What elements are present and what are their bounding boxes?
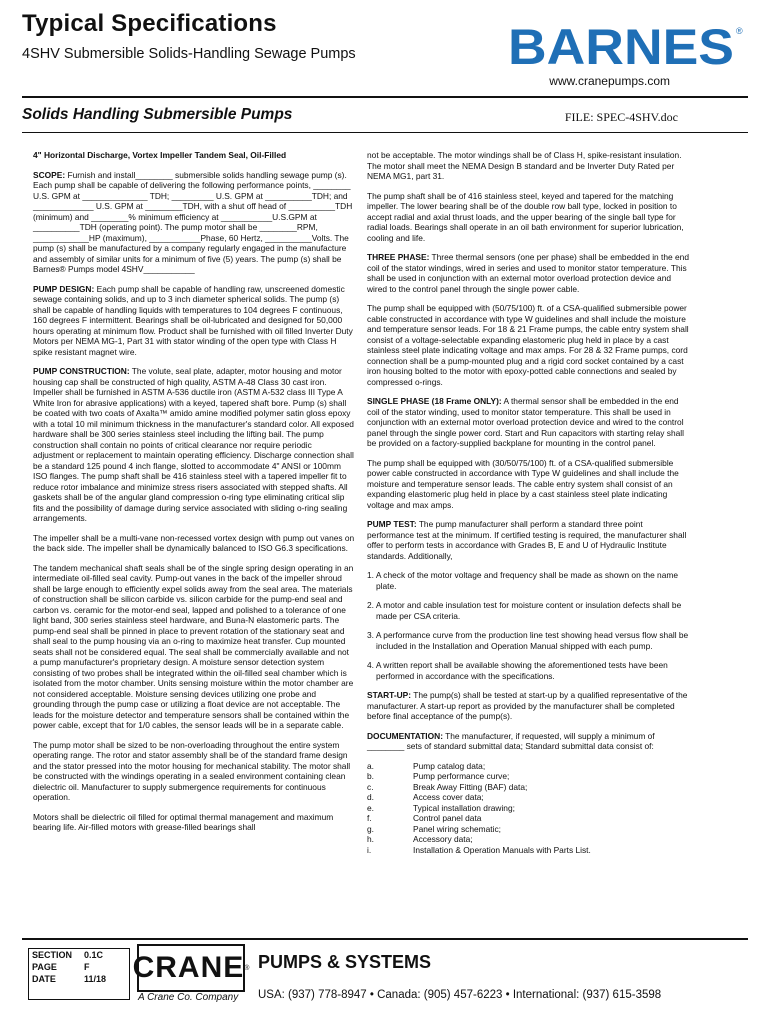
barnes-logo bbox=[508, 20, 748, 70]
design-label: PUMP DESIGN: bbox=[33, 283, 95, 294]
construction-label: PUMP CONSTRUCTION: bbox=[33, 366, 130, 376]
section-rule bbox=[22, 132, 748, 133]
crane-logo-text: CRANE bbox=[132, 951, 245, 984]
left-column bbox=[33, 150, 355, 842]
documentation-paragraph: DOCUMENTATION: The manufacturer, if requested, will supply a minimum of ________ sets of standard submittal data; Standard submittal data consist of: bbox=[367, 730, 655, 751]
list-item: f. Control panel data bbox=[367, 813, 482, 823]
construction-paragraph: PUMP CONSTRUCTION: The volute, seal plate, adapter, motor housing and motor housing cap shall be constructed of high quality, ASTM A-48 Class 30 cast iron. Impeller shall be furnished in ASTM A-536 ductile iron (ASTM A-532 class III Type A White Iron for abrasive applications) with a keyed, tapered shaft bore. Pump (s) shall be coated with two coats of Axalta™ amido amine modified polymer satin gloss epoxy with a total 10 mil minimum thickness in the manufacturer's standard color. All exposed hardware shall be 300 series stainless steel including the lifting bail. The pump construction shall contain no points of critical clearance nor require periodic adjustment or replacement to maintain operating efficiency. Discharge connection shall be a standard 125 pound 4 inch flange, slotted to accommodate 4" ANSI or 100mm ISO flanges. The pump shaft shall be 416 stainless steel with a tapered impeller fit to reduce rotor imbalance and minimize stress risers associated with stepped shafts. All gaskets shall be of the angular gland compression o-ring type eliminating critical slip fits and the possibility of damage during service associated with sliding o-ring sealing arrangements. bbox=[33, 366, 354, 523]
header-rule bbox=[22, 96, 748, 98]
page-subtitle: 4SHV Submersible Solids-Handling Sewage Pumps bbox=[22, 46, 356, 62]
shaft-paragraph: The pump shaft shall be of 416 stainless steel, keyed and tapered for the matching impeller. The lower bearing shall be of the double row ball type, locked in position to accept radial and axial thrust loads, and the upper bearing of the single ball type for radial loads. Bearings shall operate in an oil bath environment for superior lubrication, cooling and life. bbox=[367, 190, 684, 243]
list-item: 4. A written report shall be available showing the aforementioned tests have been performed in accordance with the specifications. bbox=[367, 660, 668, 681]
barnes-logo-mark: ® bbox=[736, 26, 743, 36]
file-name: FILE: SPEC-4SHV.doc bbox=[564, 110, 678, 124]
footer-rule bbox=[22, 938, 748, 940]
barnes-logo-text: BARNES bbox=[508, 20, 734, 70]
list-item: 1. A check of the motor voltage and frequency shall be made as shown on the name plate. bbox=[367, 570, 678, 591]
scope-label: SCOPE: bbox=[33, 169, 66, 180]
list-item: b. Pump performance curve; bbox=[367, 771, 510, 781]
pumps-systems-title: PUMPS & SYSTEMS bbox=[258, 952, 432, 972]
seal-paragraph: The tandem mechanical shaft seals shall be of the single spring design operating in an intermediate oil-filled seal cavity. Pump-out vanes in the back of the impeller shroud shall be large enough to efficiently expel solids away from the seal area. The materials of construction shall be silicon carbide vs. silicon carbide for the pump-end seal and carbon vs. ceramic for the motor-end seal, lapped and polished to a tolerance of one light band, 300 series stainless steel hardware, and Buna-N elastomeric parts. The pump-end seal shall be pinned in place to prevent rotation of the stationary seat and shall seal to the pump housing via an o-ring to maximize heat transfer. Cup mounted seats shall not be considered equal. The seal shall be commercially available and not a pump manufacturer's proprietary design. A moisture sensor detection system consisting of two probes shall be integrated within the oil-filled seal chamber which is isolated from the motor chamber. Units sensing moisture within the motor chamber are not considered acceptable. Moisture sensing devices utilizing one probe and grounding through the pump case or utilizing a float device are not acceptable. The leads for the moisture detector and temperature sensors shall be contained within the power cable, except that for 1/0 cables, the sensor leads will be in a separate cable. bbox=[33, 562, 354, 730]
list-item: g. Panel wiring schematic; bbox=[367, 823, 501, 834]
cable-three-phase-paragraph: The pump shall be equipped with (50/75/100) ft. of a CSA-qualified submersible power cable constructed in accordance with type W guidelines and shall include the moisture and temperature sensor leads. For 18 & 21 Frame pumps, the cable entry system shall consist of a voltage-selectable expanding elastomeric plug held in place by a cast stainless steel plate indicating voltage and max amps. For 28 & 32 Frame pumps, cord connection shall be a pump-mounted plug and a rigid cord socket contained by a cast iron housing bolted to the motor with epoxy-potted cable connections and sealed by compressed o-rings. bbox=[367, 303, 689, 387]
website-url[interactable]: www.cranepumps.com bbox=[549, 74, 670, 88]
three-phase-paragraph: THREE PHASE: Three thermal sensors (one per phase) shall be embedded in the end coil of the stator windings, wired in series and used to monitor stator temperature. This shall be used in conjunction with an external motor overload protection device and wired to the control panel through the single power cable. bbox=[367, 252, 689, 294]
documentation-label: DOCUMENTATION: bbox=[367, 730, 443, 741]
section-row: SECTION 0.1C bbox=[32, 950, 104, 960]
continued-paragraph: not be acceptable. The motor windings shall be of Class H, spike-resistant insulation. The motor shall meet the NEMA Design B standard and be Inverter Duty Rated per NEMA MG1, part 31. bbox=[367, 150, 682, 181]
startup-paragraph: START-UP: The pump(s) shall be tested at start-up by a qualified representative of the manufacturer. A start-up report as provided by the manufacturer shall be completed before final acceptance of the pump(s). bbox=[367, 690, 688, 721]
section-info-box bbox=[28, 948, 130, 1000]
crane-logo bbox=[132, 944, 250, 992]
oil-paragraph: Motors shall be dielectric oil filled for optimal thermal management and maximum bearing life. Air-filled motors with grease-filled bearings shall bbox=[33, 811, 334, 832]
scope-paragraph: SCOPE: Furnish and install________ submersible solids handling sewage pump (s). Each pump shall be capable of delivering the following performance points, ________ U.S. GPM at ______________ TDH; _________ U.S. GPM at __________TDH; and _____________ U.S. GPM at ________TDH, with a shut off head of __________TDH (minimum) and ________% minimum efficiency at ___________U.S.GPM at __________TDH (operating point). The pump motor shall be ________RPM, ____________HP (maximum), ___________Phase, 60 Hertz, __________Volts. The pump (s) shall be manufactured by a company regularly engaged in the manufacture and assembly of similar units for a minimum of five (5) years. The pump (s) shall be Barnes® Pumps model 4SHV___________ bbox=[33, 169, 353, 274]
page-row: PAGE F bbox=[32, 962, 90, 972]
crane-tagline: A Crane Co. Company bbox=[138, 992, 239, 1003]
single-phase-label: SINGLE PHASE (18 Frame ONLY): bbox=[367, 396, 502, 406]
page-title: Typical Specifications bbox=[22, 10, 277, 37]
list-item: d. Access cover data; bbox=[367, 792, 484, 802]
list-item: a. Pump catalog data; bbox=[367, 760, 486, 771]
intro-heading: 4" Horizontal Discharge, Vortex Impeller Tandem Seal, Oil-Filled bbox=[33, 150, 287, 160]
right-column bbox=[367, 150, 689, 864]
design-paragraph: PUMP DESIGN: Each pump shall be capable of handling raw, unscreened domestic sewage containing solids, and up to 3 inch diameter spherical solids. The pump (s) shall be capable of handling liquids with temperatures to 104 degrees F continuous, 160 degrees F intermittent. Bearings shall be oil-lubricated and designed for 50,000 hours operating at minimum flow. Product shall be furnished with oil filled Inverter Duty Motors per NEMA MG-1, Part 31 with stator winding of the open type with Class H spike resistant magnet wire. bbox=[33, 283, 353, 357]
list-item: h. Accessory data; bbox=[367, 834, 473, 844]
date-row: DATE 11/18 bbox=[32, 974, 107, 984]
list-item: 2. A motor and cable insulation test for moisture content or insulation defects shall be made per CSA criteria. bbox=[367, 600, 682, 621]
list-item: e. Typical installation drawing; bbox=[367, 802, 515, 813]
pump-test-label: PUMP TEST: bbox=[367, 519, 417, 529]
list-item: 3. A performance curve from the production line test showing head versus flow shall be included in the Installation and Operation Manual shipped with each pump. bbox=[367, 630, 689, 651]
contact-phones: USA: (937) 778-8947 • Canada: (905) 457-6223 • International: (937) 615-3598 bbox=[258, 989, 662, 1001]
pump-test-paragraph: PUMP TEST: The pump manufacturer shall perform a standard three point performance test at the minimum. If certified testing is required, the manufacturer shall offer to perform tests in accordance with Grades B, E and U of Hydraulic Institute standards. Additionally, bbox=[367, 519, 687, 561]
three-phase-label: THREE PHASE: bbox=[367, 252, 430, 262]
list-item: c. Break Away Fitting (BAF) data; bbox=[367, 781, 528, 792]
impeller-paragraph: The impeller shall be a multi-vane non-recessed vortex design with pump out vanes on the back side. The impeller shall be dynamically balanced to ISO G6.3 specifications. bbox=[33, 532, 355, 553]
section-heading: Solids Handling Submersible Pumps bbox=[22, 106, 293, 123]
list-item: i. Installation & Operation Manuals with Parts List. bbox=[367, 844, 591, 855]
startup-label: START-UP: bbox=[367, 690, 412, 700]
crane-logo-mark: ® bbox=[244, 964, 250, 972]
motor-paragraph: The pump motor shall be sized to be non-overloading throughout the entire system operating range. The rotor and stator assembly shall be of the standard frame design and the stator pressed into the motor housing for mechanical stability. The motor shall be constructed with the windings operating in a sealed environment containing clean dielectric oil. Manufacturer to supply submergence requirements for continuous operation. bbox=[33, 739, 351, 802]
documentation-list bbox=[367, 761, 689, 856]
test-list bbox=[367, 570, 689, 681]
cable-single-phase-paragraph: The pump shall be equipped with (30/50/75/100) ft. of a CSA-qualified submersible power cable constructed in accordance with Type W guidelines and shall include the moisture and temperature sensor leads. The cable entry system shall consist of an expanding elastomeric plug held in place by a cast stainless steel plate indicating voltage and max amps. bbox=[367, 457, 679, 510]
single-phase-paragraph: SINGLE PHASE (18 Frame ONLY): A thermal sensor shall be embedded in the end coil of the stator winding, used to monitor stator temperature. This shall be used in conjunction with an external motor overload protection device and wired to the control panel through the single power cord. Start and Run capacitors with starting relay shall be provided on a factory-supplied backplane for mounting in the control panel. bbox=[367, 396, 685, 448]
